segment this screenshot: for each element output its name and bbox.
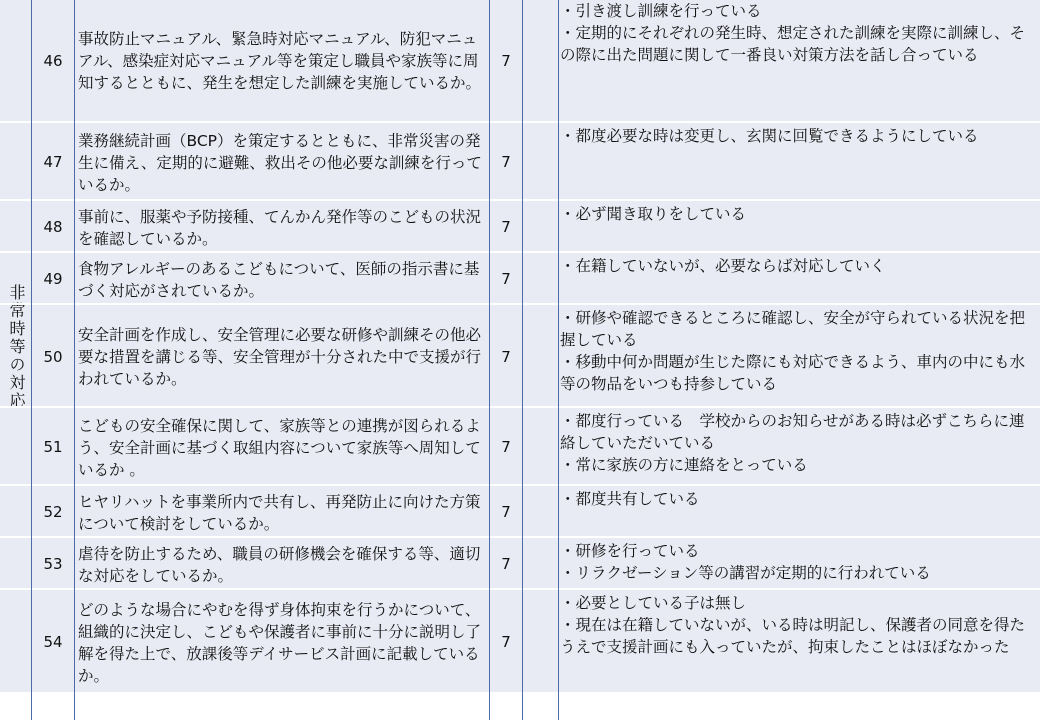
column-divider xyxy=(31,0,32,720)
comment-cell xyxy=(559,488,1040,536)
comment-text: ・研修や確認できるところに確認し、安全が守られている状況を把握している ・移動中何か問題が生じた際にも対応できるよう、車内の中にも水等の物品をいつも持参している xyxy=(560,309,1026,393)
comment-text: ・都度行っている 学校からのお知らせがある時は必ずこちらに連絡していただいている ・常に家族の方に連絡をとっている xyxy=(560,412,1025,474)
comment-cell xyxy=(559,203,1040,251)
comment-text: ・在籍していないが、必要ならば対応していく xyxy=(560,257,886,275)
question-label: こどもの安全確保に関して、家族等との連携が図られるよう、安全計画に基づく取組内容について家族等へ周知しているか 。 xyxy=(78,416,481,479)
comment-cell xyxy=(559,410,1040,484)
score-value: 7 xyxy=(501,347,511,366)
item-number: 51 xyxy=(43,438,63,456)
question-label: 安全計画を作成し、安全管理に必要な研修や訓練その他必要な措置を講じる等、安全管理が十分された中で支援が行われているか。 xyxy=(78,326,482,388)
table-row xyxy=(0,592,1040,694)
score-value: 7 xyxy=(501,51,511,70)
score-value: 7 xyxy=(501,503,511,521)
question-text xyxy=(75,410,489,484)
question-text xyxy=(75,255,489,303)
question-text xyxy=(75,592,489,692)
table-row xyxy=(0,540,1040,590)
comment-text: ・引き渡し訓練を行っている ・定期的にそれぞれの発生時、想定された訓練を実際に訓練し、その際に出た問題に関して一番良い対策方法を話し合っている xyxy=(560,2,1026,64)
comment-cell xyxy=(559,0,1040,121)
question-text xyxy=(75,307,489,406)
comment-text: ・都度必要な時は変更し、玄関に回覧できるようにしている xyxy=(560,127,979,145)
question-label: ヒヤリハットを事業所内で共有し、再発防止に向けた方策について検討をしているか。 xyxy=(78,492,481,533)
comment-cell xyxy=(559,255,1040,303)
item-number: 53 xyxy=(43,555,63,573)
question-text xyxy=(75,203,489,251)
item-number: 46 xyxy=(43,51,63,70)
item-number: 47 xyxy=(43,153,63,171)
category-label: 非常時等の対応 xyxy=(7,284,26,410)
score-value: 7 xyxy=(501,633,511,651)
comment-text: ・必ず聞き取りをしている xyxy=(560,205,747,223)
question-label: どのような場合にやむを得ず身体拘束を行うかについて、組織的に決定し、こどもや保護者に事前に十分に説明し了解を得た上で、放課後等デイサービス計画に記載しているか。 xyxy=(78,600,482,685)
score-value: 7 xyxy=(501,153,511,171)
item-number: 54 xyxy=(43,633,63,651)
question-label: 事故防止マニュアル、緊急時対応マニュアル、防犯マニュアル、感染症対応マニュアル等を策定し職員や家族等に周知するとともに、発生を想定した訓練を実施しているか。 xyxy=(78,30,482,92)
table-row xyxy=(0,125,1040,201)
table-row xyxy=(0,307,1040,408)
comment-cell xyxy=(559,125,1040,199)
comment-text: ・必要としている子は無し ・現在は在籍していないが、いる時は明記し、保護者の同意を得たうえで支援計画にも入っていたが、拘束したことはほぼなかった xyxy=(560,594,1026,656)
question-text xyxy=(75,488,489,536)
comment-cell xyxy=(559,307,1040,406)
column-divider xyxy=(74,0,75,720)
score-value: 7 xyxy=(501,555,511,573)
table-row xyxy=(0,488,1040,538)
question-text xyxy=(75,125,489,199)
question-label: 事前に、服薬や予防接種、てんかん発作等のこどもの状況を確認しているか。 xyxy=(78,207,482,248)
item-number: 52 xyxy=(43,503,63,521)
question-label: 虐待を防止するため、職員の研修機会を確保する等、適切な対応をしているか。 xyxy=(78,544,481,585)
table-row xyxy=(0,0,1040,123)
comment-cell xyxy=(559,540,1040,588)
item-number: 49 xyxy=(43,270,63,288)
table-row xyxy=(0,255,1040,305)
comment-text: ・都度共有している xyxy=(560,490,700,508)
comment-cell xyxy=(559,592,1040,692)
score-value: 7 xyxy=(501,218,511,236)
question-label: 食物アレルギーのあるこどもについて、医師の指示書に基づく対応がされているか。 xyxy=(78,259,480,300)
column-divider xyxy=(558,0,559,720)
question-label: 業務継続計画（BCP）を策定するとともに、非常災害の発生に備え、定期的に避難、救出その他必要な訓練を行っているか。 xyxy=(78,131,482,194)
score-value: 7 xyxy=(501,438,511,456)
question-text xyxy=(75,0,489,121)
table-row xyxy=(0,203,1040,253)
table-row xyxy=(0,410,1040,486)
item-number: 48 xyxy=(43,218,63,236)
column-divider xyxy=(489,0,490,720)
comment-text: ・研修を行っている ・リラクゼーション等の講習が定期的に行われている xyxy=(560,542,931,582)
item-number: 50 xyxy=(43,347,63,366)
score-value: 7 xyxy=(501,270,511,288)
question-text xyxy=(75,540,489,588)
column-divider xyxy=(522,0,523,720)
